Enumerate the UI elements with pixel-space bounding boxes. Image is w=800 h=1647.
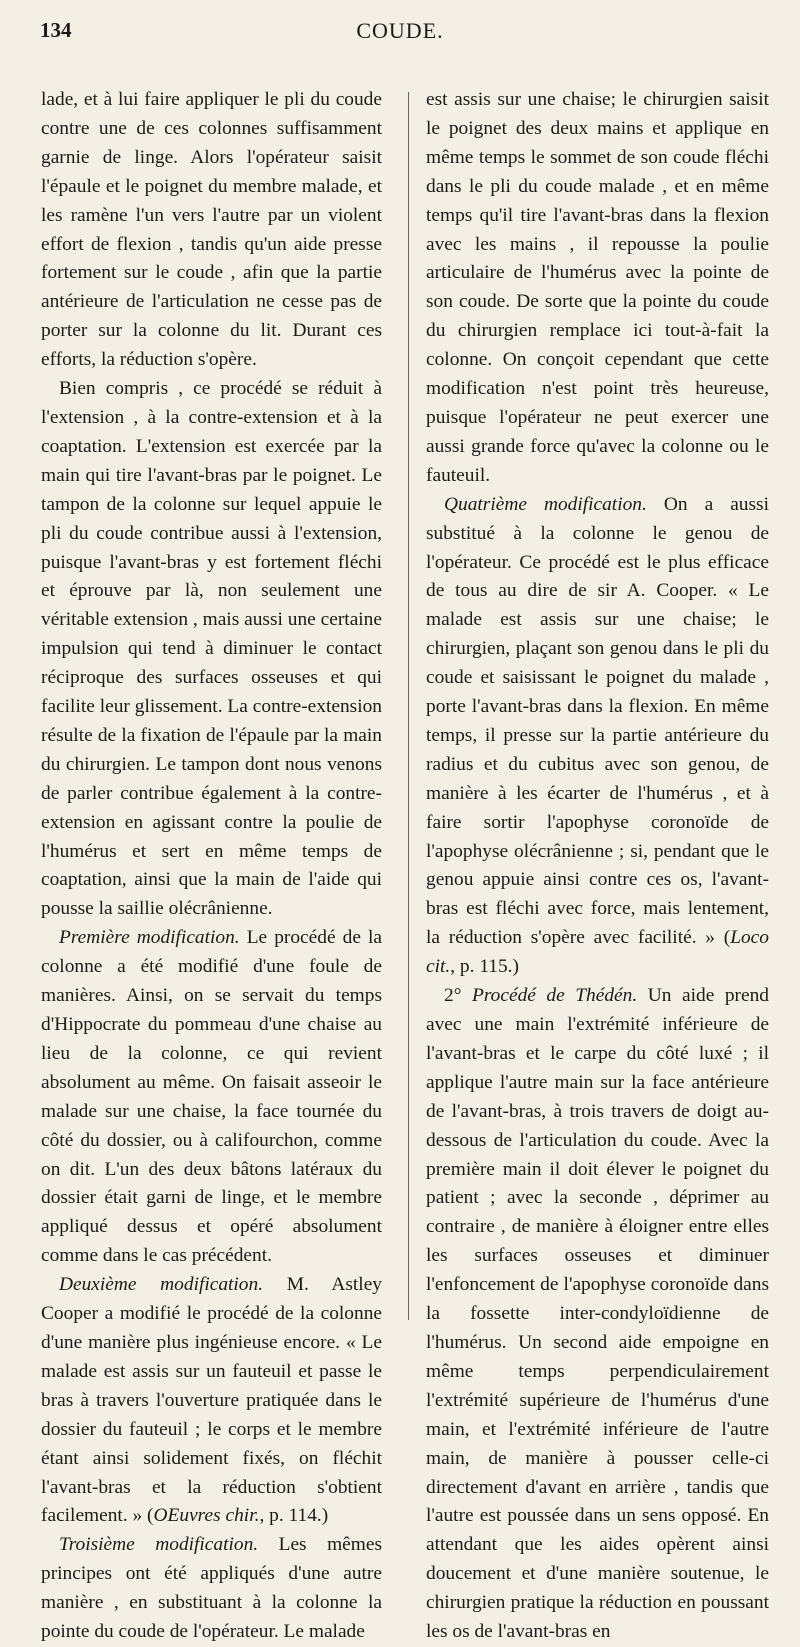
page-header: [40, 8, 760, 48]
fourth-modification-title: Quatrième modification.: [444, 493, 647, 515]
right-column: [426, 86, 769, 1647]
theden-procedure-title: Procédé de Thédén.: [472, 985, 638, 1007]
second-modification-title: Deuxième modification.: [59, 1274, 264, 1296]
fourth-modification-page: , p. 115.): [450, 956, 519, 978]
left-paragraph-1: lade, et à lui faire appliquer le pli du coude contre une de ces colonnes suffisamment garnie de linge. Alors l'opérateur saisit l'épaule et le poignet du membre malade, et les ramène l'un vers l'autre par un violent effort de flexion , tandis qu'un aide presse fortement sur le coude , afin que la partie antérieure de l'articulation ne cesse pas de porter sur la colonne du lit. Durant ces efforts, la réduction s'opère.: [41, 89, 382, 371]
page-number: 134: [40, 18, 72, 42]
second-modification-page: , p. 114.): [259, 1505, 329, 1527]
left-paragraph-4: [41, 1271, 382, 1531]
third-modification-text: Les mêmes principes ont été appliqués d'une autre manière , en substituant à la colonne la pointe du coude de l'opérateur. Le malade: [41, 1534, 382, 1643]
second-modification-citation: OEuvres chir.: [153, 1505, 260, 1527]
theden-number: 2°: [444, 985, 472, 1007]
left-paragraph-2: Bien compris , ce procédé se réduit à l'extension , à la contre-extension et à la coaptation. L'extension est exercée par la main qui tire l'avant-bras par le poignet. Le tampon de la colonne sur lequel appuie le pli du coude contribue aussi à l'extension, puisque l'avant-bras y est fortement fléchi et éprouve par là, non seulement une véritable extension , mais aussi une certaine impulsion qui tend à diminuer le contact réciproque des surfaces osseuses et qui facilite leur glissement. La contre-extension résulte de la fixation de l'épaule par la main du chirurgien. Le tampon dont nous venons de parler contribue également à la contre-extension en agissant contre la poulie de l'humérus et sert en même temps de coaptation, ainsi que la main de l'aide qui pousse la saillie olécrânienne.: [41, 378, 382, 920]
third-modification-title: Troisième modification.: [59, 1534, 259, 1556]
fourth-modification-text: On a aussi substitué à la colonne le genou de l'opérateur. Ce procédé est le plus efficace de tous au dire de sir A. Cooper. « Le malade est assis sur une chaise; le chirurgien, plaçant son genou dans le pli du coude et saisissant le poignet du malade , porte l'avant-bras dans la flexion. En même temps, il presse sur la partie antérieure du radius et du cubitus avec son genou, de manière à les écarter de l'humérus , et à faire sortir l'apophyse coronoïde de l'apophyse olécrânienne ; si, pendant que le genou appuie ainsi contre ces os, l'avant-bras est fléchi avec force, mais lentement, la réduction s'opère avec facilité. » (: [426, 493, 769, 949]
first-modification-title: Première modification.: [59, 927, 240, 949]
column-divider: [408, 92, 409, 1320]
theden-procedure-text: Un aide prend avec une main l'extrémité inférieure de l'avant-bras et le carpe du côté luxé ; il applique l'autre main sur la face antérieure de l'avant-bras, à trois travers de doigt au-dessous de l'articulation du coude. Avec la première main il doit élever le poignet du patient ; avec la seconde , déprimer au contraire , de manière à éloigner entre elles les surfaces osseuses et diminuer l'enfoncement de l'apophyse coronoïde dans la fossette inter-condyloïdienne de l'humérus. Un second aide empoigne en même temps perpendiculairement l'extrémité supérieure de l'humérus d'une main, et l'extrémité inférieure de l'autre main, de manière à pousser celle-ci directement d'avant en arrière , tandis que l'autre est poussée dans un sens opposé. En attendant que les aides opèrent ainsi doucement et d'une manière soutenue, le chirurgien pratique la réduction en poussant les os de l'avant-bras en: [426, 985, 769, 1643]
right-paragraph-1: est assis sur une chaise; le chirurgien saisit le poignet des deux mains et applique en même temps le sommet de son coude fléchi dans le pli du coude malade , et en même temps qu'il tire l'avant-bras dans la flexion avec les mains , il repousse la poulie articulaire de l'humérus avec la pointe de son coude. De sorte que la pointe du coude du chirurgien remplace ici tout-à-fait la colonne. On conçoit cependant que cette modification n'est point très heureuse, puisque l'opérateur ne peut exercer une aussi grande force qu'avec la colonne ou le fauteuil.: [426, 89, 769, 486]
left-paragraph-5: [41, 1531, 382, 1647]
second-modification-text: M. Astley Cooper a modifié le procédé de la colonne d'une manière plus ingénieuse encore. « Le malade est assis sur un fauteuil et passe le bras à travers l'ouverture pratiquée dans le dossier du fauteuil ; le corps et le membre étant ainsi solidement fixés, on fléchit l'avant-bras et la réduction s'obtient facilement. » (: [41, 1274, 383, 1527]
right-paragraph-2: [426, 491, 769, 982]
fourth-modification-citation: Loco cit.: [426, 927, 769, 978]
running-head: COUDE.: [356, 18, 444, 43]
left-paragraph-3: [41, 924, 382, 1271]
right-paragraph-3: [426, 982, 769, 1647]
first-modification-text: Le procédé de la colonne a été modifié d'une foule de manières. Ainsi, on se servait du temps d'Hippocrate du pommeau d'une chaise au lieu de la colonne, ce qui revient absolument au même. On faisait asseoir le malade sur une chaise, la face tournée du côté du dossier, ou à califourchon, comme on dit. L'un des deux bâtons latéraux du dossier était garni de linge, et le membre appliqué dessus et opéré absolument comme dans le cas précédent.: [41, 927, 382, 1267]
left-column: [41, 86, 382, 1647]
